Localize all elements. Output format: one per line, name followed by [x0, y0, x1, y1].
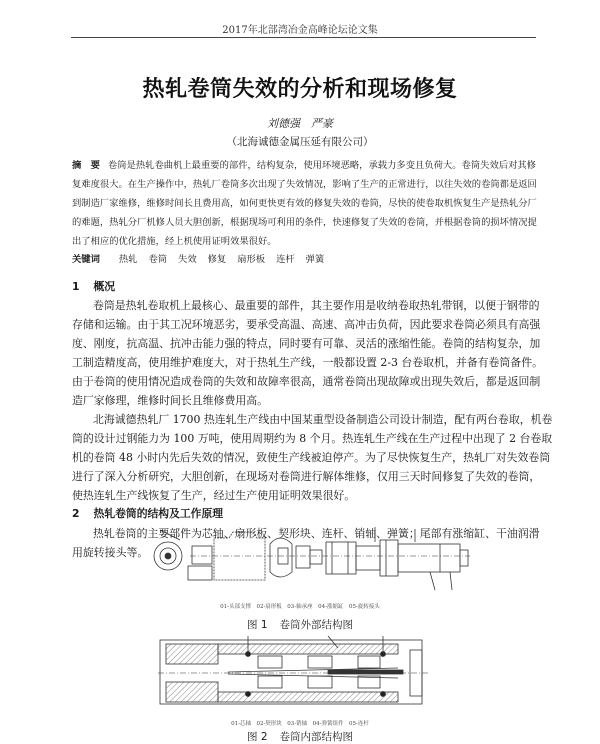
figure-2-drawing — [158, 634, 450, 714]
abstract-line: 的难题，热轧分厂机修人员大胆创新，根据现场可利用的条件，快速修复了失效的卷筒，并根据卷筒的损坏情况提 — [72, 217, 537, 228]
section-title: 热轧卷筒的结构及工作原理 — [93, 507, 224, 520]
figure-title: 卷筒内部结构图 — [279, 731, 354, 743]
figure-1-legend: 01-头部支撑 02-扇形板 03-轴承座 04-涨缩缸 05-旋转接头 — [220, 604, 380, 610]
section-number: 2 — [72, 507, 80, 520]
figure-title: 卷筒外部结构图 — [279, 619, 354, 631]
body-line: 度、刚度，抗高温、抗冲击能力强的特点，同时要有可靠、灵活的涨缩性能。卷筒的结构复杂，加 — [72, 337, 541, 350]
body-line: 使热连轧生产线恢复了生产，经过生产使用证明效果很好。 — [72, 489, 356, 502]
section-number: 1 — [72, 280, 80, 293]
body-line: 造厂家修理，维修时间长且维修费用高。 — [72, 394, 269, 407]
body-line: 卷筒是热轧卷取机上最核心、最重要的部件，其主要作用是收纳卷取热轧带钢，以便于钢带的 — [93, 299, 540, 312]
running-header: 2017年北部湾冶金高峰论坛论文集 — [222, 25, 378, 36]
figure-1-caption — [0, 617, 600, 632]
affiliation: （北海诚德金属压延有限公司） — [226, 136, 374, 148]
body-line: 热轧卷筒的主要部件为芯轴、扇形板、契形块、连杆、销轴、弹簧；尾部有涨缩缸、干油润滑 — [93, 527, 540, 540]
keyword: 卷筒 — [148, 254, 168, 265]
keyword: 热轧 — [118, 254, 138, 265]
body-line: 机的卷筒 48 小时内先后失效的情况，致使生产线被迫停产。为了尽快恢复生产，热轧厂对失效卷筒 — [72, 451, 551, 464]
section-heading-1 — [72, 279, 129, 294]
abstract-line — [72, 157, 536, 171]
body-line: 北海诚德热轧厂 1700 热连轧生产线由中国某重型设备制造公司设计制造，配有两台卷取，机卷 — [93, 413, 553, 426]
body-line: 存储和运输。由于其工况环境恶劣，要承受高温、高速、高冲击负荷，因此要求卷筒必须具有高强 — [72, 318, 541, 331]
figure-number: 图 2 — [246, 731, 268, 743]
body-line: 用旋转接头等。 — [72, 546, 149, 559]
body-line: 由于卷筒的使用情况造成卷筒的失效和故障率很高，通常卷筒出现故障或出现失效后，都是返回制 — [72, 375, 541, 388]
figure-2-caption — [0, 729, 600, 744]
authors: 刘德强 严豪 — [267, 117, 333, 130]
abstract-label: 摘 要 — [72, 160, 100, 171]
abstract-line: 出了相应的优化措施，经上机使用证明效果很好。 — [72, 236, 277, 247]
figure-number: 图 1 — [246, 619, 268, 631]
abstract-line: 复难度很大。在生产操作中，热轧厂卷筒多次出现了失效情况，影响了生产的正常进行，以往失效的卷筒都是返回 — [72, 179, 537, 190]
keyword: 弹簧 — [305, 254, 325, 265]
keyword: 修复 — [207, 254, 227, 265]
keyword: 扇形板 — [237, 254, 266, 265]
keyword: 失效 — [178, 254, 197, 265]
body-line: 进行了深入分析研究，大胆创新，在现场对卷筒进行解体维修，仅用三天时间修复了失效的卷筒， — [72, 470, 541, 483]
section-title: 概况 — [93, 280, 116, 293]
abstract-line: 到制造厂家维修，维修时间长且费用高，如何更快更有效的修复失效的卷筒，尽快的使卷取机恢复生产是热轧分厂 — [72, 198, 537, 209]
keywords — [72, 251, 536, 265]
abstract-text: 卷筒是热轧卷曲机上最重要的部件，结构复杂，使用环境恶略，承载力多变且负荷大。卷筒失效后对其修 — [107, 160, 536, 171]
body-line: 工制造精度高，使用维护难度大，对于热轧生产线，一般都设置 2-3 台卷取机，并备有卷筒备件。 — [72, 356, 543, 369]
section-heading-2 — [72, 506, 237, 521]
body-line: 筒的设计过钢能力为 100 万吨，使用周期约为 8 个月。热连轧生产线在生产过程中出现了 2 台卷取 — [72, 432, 553, 445]
keywords-label: 关键词 — [72, 254, 100, 265]
keyword: 连杆 — [276, 254, 295, 265]
figure-2-legend: 01-芯轴 02-契形块 03-销轴 04-弹簧组件 05-连杆 — [231, 721, 369, 727]
header-rule — [71, 37, 536, 39]
paper-title: 热轧卷筒失效的分析和现场修复 — [142, 77, 458, 102]
